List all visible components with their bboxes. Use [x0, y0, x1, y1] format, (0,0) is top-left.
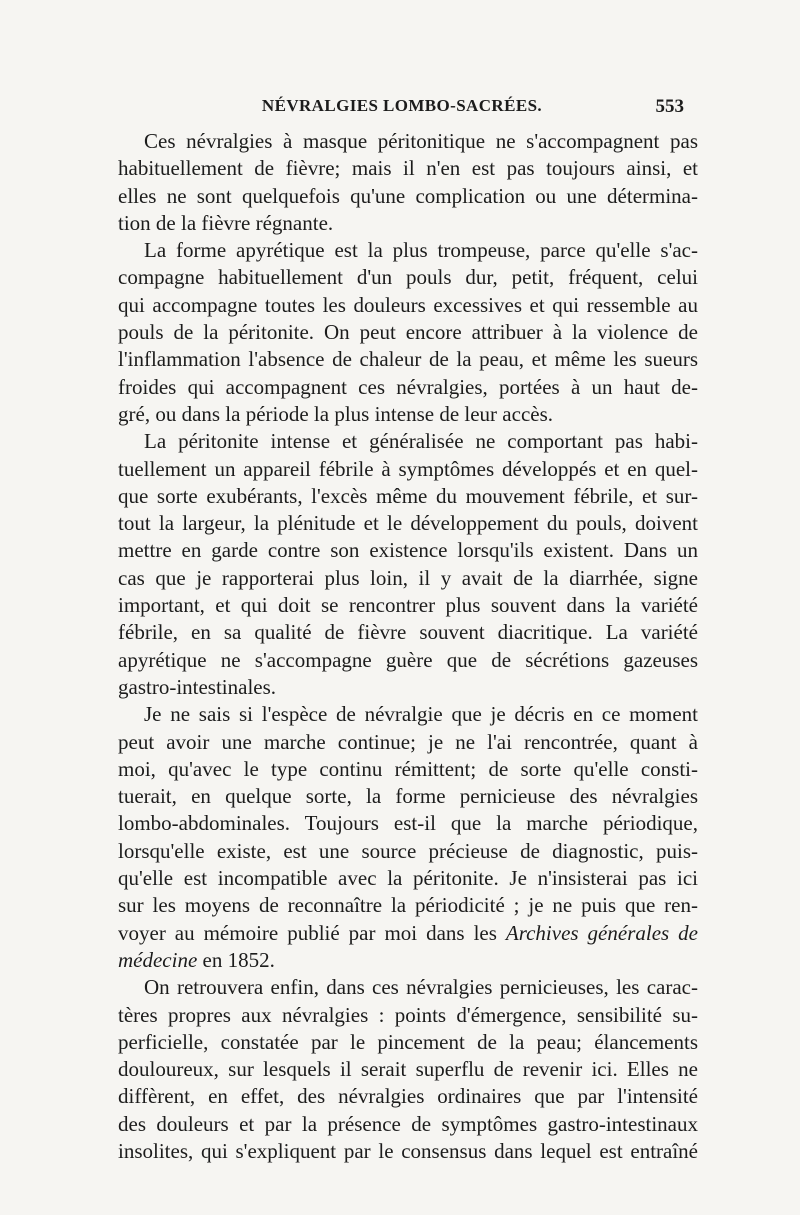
text-line: Je ne sais si l'espèce de névralgie que je décris en ce moment — [144, 702, 698, 727]
text-line: La forme apyrétique est la plus trompeuse, parce qu'elle s'ac- — [144, 238, 698, 263]
text-line: tuerait, en quelque sorte, la forme pernicieuse des névralgies — [118, 784, 698, 809]
text-line: diffèrent, en effet, des névralgies ordinaires que par l'intensité — [118, 1084, 698, 1109]
text-segment: en 1852. — [202, 947, 275, 972]
text-line: lorsqu'elle existe, est une source précieuse de diagnostic, puis- — [118, 838, 698, 863]
running-title: NÉVRALGIES LOMBO-SACRÉES. — [261, 96, 543, 115]
text-line: habituellement de fièvre; mais il n'en est pas toujours ainsi, et — [118, 156, 698, 181]
text-line: fébrile, en sa qualité de fièvre souvent diacritique. La variété — [118, 620, 698, 645]
text-line: qui accompagne toutes les douleurs excessives et qui ressemble au — [118, 292, 698, 317]
text-line: compagne habituellement d'un pouls dur, petit, fréquent, celui — [118, 265, 698, 290]
text-line: perficielle, constatée par le pincement de la peau; élancements — [118, 1029, 698, 1054]
text-line: La péritonite intense et généralisée ne comportant pas habi- — [144, 429, 698, 454]
text-line — [118, 920, 698, 947]
text-line: insolites, qui s'expliquent par le consensus dans lequel est entraîné — [118, 1138, 698, 1163]
text-line — [118, 947, 698, 974]
page-header — [118, 96, 686, 120]
italic-journal-title: Archives générales de — [505, 920, 698, 945]
text-line: des douleurs et par la présence de symptômes gastro-intestinaux — [118, 1111, 698, 1136]
text-line: tuellement un appareil fébrile à symptômes développés et en quel- — [118, 456, 698, 481]
text-line: gré, ou dans la période la plus intense de leur accès. — [118, 401, 554, 426]
text-line: douloureux, sur lesquels il serait superflu de revenir ici. Elles ne — [118, 1057, 698, 1082]
text-line: apyrétique ne s'accompagne guère que de sécrétions gazeuses — [118, 647, 698, 672]
text-line: que sorte exubérants, l'excès même du mouvement fébrile, et sur- — [118, 483, 698, 508]
text-line: sur les moyens de reconnaître la périodicité ; je ne puis que ren- — [118, 893, 698, 918]
text-line: mettre en garde contre son existence lorsqu'ils existent. Dans un — [118, 538, 698, 563]
text-line: qu'elle est incompatible avec la péritonite. Je n'insisterai pas ici — [118, 866, 698, 891]
page-number: 553 — [655, 96, 684, 117]
text-line: elles ne sont quelquefois qu'une complication ou une détermina- — [118, 183, 698, 208]
text-line: tères propres aux névralgies : points d'émergence, sensibilité su- — [118, 1002, 698, 1027]
text-line: moi, qu'avec le type continu rémittent; de sorte qu'elle consti- — [118, 756, 698, 781]
text-line: tout la largeur, la plénitude et le développement du pouls, doivent — [118, 511, 698, 536]
text-line: Ces névralgies à masque péritonitique ne s'accompagnent pas — [144, 129, 698, 153]
text-line: l'inflammation l'absence de chaleur de la peau, et même les sueurs — [118, 347, 698, 372]
page-body — [118, 128, 698, 1165]
text-line: gastro-intestinales. — [118, 674, 277, 699]
text-line: On retrouvera enfin, dans ces névralgies pernicieuses, les carac- — [144, 975, 698, 1000]
text-segment: voyer au mémoire publié par moi dans les — [118, 920, 497, 945]
text-line: peut avoir une marche continue; je ne l'ai rencontrée, quant à — [118, 729, 698, 754]
text-line: tion de la fièvre régnante. — [118, 210, 334, 235]
text-line: froides qui accompagnent ces névralgies, portées à un haut de- — [118, 374, 698, 399]
text-line: important, et qui doit se rencontrer plus souvent dans la variété — [118, 593, 698, 618]
text-line: lombo-abdominales. Toujours est-il que la marche périodique, — [118, 811, 698, 836]
text-line: pouls de la péritonite. On peut encore attribuer à la violence de — [118, 320, 698, 345]
italic-journal-title: médecine — [118, 947, 198, 972]
text-line: cas que je rapporterai plus loin, il y avait de la diarrhée, signe — [118, 565, 698, 590]
